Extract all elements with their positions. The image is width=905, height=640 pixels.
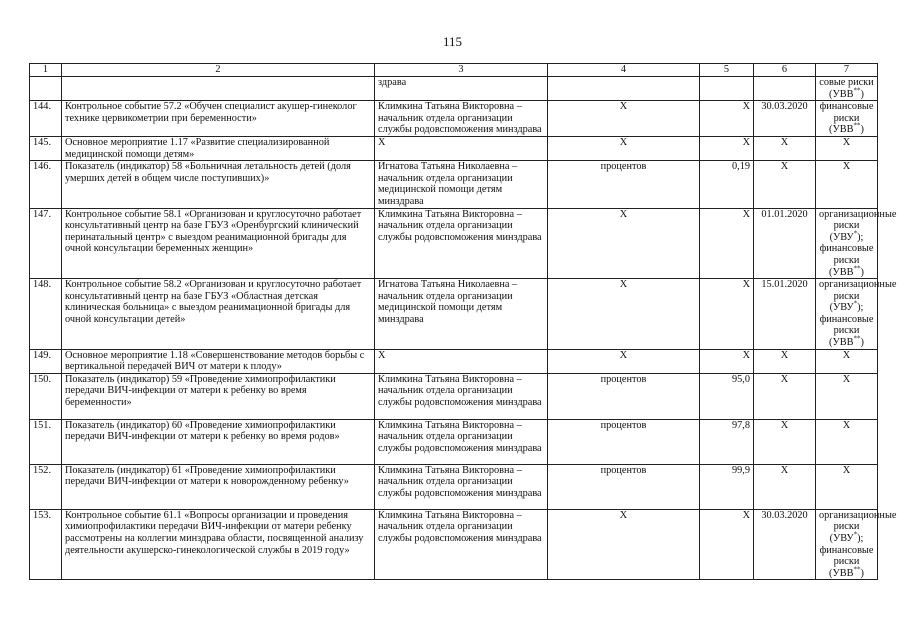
table-row xyxy=(30,464,878,509)
continuation-row xyxy=(30,77,878,101)
row-unit: Х xyxy=(548,208,700,279)
row-value: 99,9 xyxy=(700,464,754,509)
row-responsible: Климкина Татьяна Викторовна – начальник отдела организации службы родовспоможения минздрава xyxy=(375,464,548,509)
row-date: 30.03.2020 xyxy=(754,509,816,580)
row-name: Основное мероприятие 1.17 «Развитие специализированной медицинской помощи детям» xyxy=(62,136,375,160)
row-name: Показатель (индикатор) 58 «Больничная летальность детей (доля умерших детей в общем числе поступивших)» xyxy=(62,161,375,208)
row-risk: Х xyxy=(816,419,878,464)
column-header-3: 3 xyxy=(375,64,548,77)
continuation-risk: совые риски (УВВ**) xyxy=(816,77,878,101)
row-responsible: Х xyxy=(375,136,548,160)
row-risk: организационные риски (УВУ*); финансовые риски (УВВ**) xyxy=(816,509,878,580)
row-value: Х xyxy=(700,279,754,350)
row-number: 152. xyxy=(30,464,62,509)
row-name: Контрольное событие 61.1 «Вопросы организации и проведения химиопрофилактики передачи ВИЧ-инфекции от матери ребенку рассмотрены на коллегии минздрава области, посвященной анализу деятельности акушерско-гинекологической службы в 2019 году» xyxy=(62,509,375,580)
row-name: Контрольное событие 57.2 «Обучен специалист акушер-гинеколог технике цервикометрии при беременности» xyxy=(62,101,375,137)
plan-table xyxy=(29,63,897,580)
row-value: Х xyxy=(700,101,754,137)
row-value: Х xyxy=(700,136,754,160)
row-name: Показатель (индикатор) 59 «Проведение химиопрофилактики передачи ВИЧ-инфекции от матери к ребенку во время беременности» xyxy=(62,373,375,419)
row-name: Контрольное событие 58.1 «Организован и круглосуточно работает консультативный центр на базе ГБУЗ «Оренбургский клинический перинатальный центр» с выездом реанимационной бригады для очной консультации беременных женщин» xyxy=(62,208,375,279)
row-date: Х xyxy=(754,161,816,208)
row-number: 153. xyxy=(30,509,62,580)
row-responsible: Игнатова Татьяна Николаевна – начальник отдела организации медицинской помощи детям минздрава xyxy=(375,279,548,350)
table-row xyxy=(30,136,878,160)
row-value: 0,19 xyxy=(700,161,754,208)
column-header-1: 1 xyxy=(30,64,62,77)
row-date: Х xyxy=(754,136,816,160)
row-date: 01.01.2020 xyxy=(754,208,816,279)
row-responsible: Климкина Татьяна Викторовна – начальник отдела организации службы родовспоможения минздрава xyxy=(375,419,548,464)
row-risk: Х xyxy=(816,161,878,208)
row-value: Х xyxy=(700,509,754,580)
row-unit: Х xyxy=(548,101,700,137)
row-date: Х xyxy=(754,373,816,419)
table-row xyxy=(30,208,878,279)
row-unit: Х xyxy=(548,136,700,160)
row-unit: процентов xyxy=(548,464,700,509)
row-responsible: Климкина Татьяна Викторовна – начальник отдела организации службы родовспоможения минздрава xyxy=(375,509,548,580)
row-unit: Х xyxy=(548,279,700,350)
row-date: Х xyxy=(754,419,816,464)
table-row xyxy=(30,419,878,464)
row-responsible: Климкина Татьяна Викторовна – начальник отдела организации службы родовспоможения минздрава xyxy=(375,208,548,279)
row-date: Х xyxy=(754,349,816,373)
column-header-5: 5 xyxy=(700,64,754,77)
row-date: 15.01.2020 xyxy=(754,279,816,350)
column-header-6: 6 xyxy=(754,64,816,77)
row-unit: Х xyxy=(548,349,700,373)
row-risk: организационные риски (УВУ*); финансовые риски (УВВ**) xyxy=(816,279,878,350)
row-responsible: Климкина Татьяна Викторовна – начальник отдела организации службы родовспоможения минздрава xyxy=(375,101,548,137)
row-name: Показатель (индикатор) 60 «Проведение химиопрофилактики передачи ВИЧ-инфекции от матери к ребенку во время родов» xyxy=(62,419,375,464)
row-name: Основное мероприятие 1.18 «Совершенствование методов борьбы с вертикальной передачей ВИЧ от матери к плоду» xyxy=(62,349,375,373)
column-header-4: 4 xyxy=(548,64,700,77)
row-date: 30.03.2020 xyxy=(754,101,816,137)
row-risk: Х xyxy=(816,136,878,160)
row-number: 148. xyxy=(30,279,62,350)
row-number: 144. xyxy=(30,101,62,137)
row-name: Контрольное событие 58.2 «Организован и круглосуточно работает консультативный центр на базе ГБУЗ «Областная детская клиническая больница» с выездом реанимационной бригады для очной консультации детей» xyxy=(62,279,375,350)
row-risk: финансовые риски (УВВ**) xyxy=(816,101,878,137)
table-row xyxy=(30,509,878,580)
column-header-7: 7 xyxy=(816,64,878,77)
row-value: Х xyxy=(700,349,754,373)
row-responsible: Х xyxy=(375,349,548,373)
table-row xyxy=(30,101,878,137)
row-unit: процентов xyxy=(548,161,700,208)
row-name: Показатель (индикатор) 61 «Проведение химиопрофилактики передачи ВИЧ-инфекции от матери к новорожденному ребенку» xyxy=(62,464,375,509)
row-unit: Х xyxy=(548,509,700,580)
row-risk: Х xyxy=(816,373,878,419)
row-number: 151. xyxy=(30,419,62,464)
row-value: 95,0 xyxy=(700,373,754,419)
table-row xyxy=(30,349,878,373)
row-value: 97,8 xyxy=(700,419,754,464)
continuation-responsible: здрава xyxy=(375,77,548,101)
row-number: 147. xyxy=(30,208,62,279)
row-value: Х xyxy=(700,208,754,279)
header-row xyxy=(30,64,878,77)
row-risk: организационные риски (УВУ*); финансовые риски (УВВ**) xyxy=(816,208,878,279)
row-risk: Х xyxy=(816,349,878,373)
row-number: 145. xyxy=(30,136,62,160)
row-unit: процентов xyxy=(548,419,700,464)
row-number: 146. xyxy=(30,161,62,208)
row-responsible: Климкина Татьяна Викторовна – начальник отдела организации службы родовспоможения минздрава xyxy=(375,373,548,419)
row-number: 149. xyxy=(30,349,62,373)
column-header-2: 2 xyxy=(62,64,375,77)
table-row xyxy=(30,373,878,419)
table-row xyxy=(30,161,878,208)
row-date: Х xyxy=(754,464,816,509)
row-number: 150. xyxy=(30,373,62,419)
row-unit: процентов xyxy=(548,373,700,419)
row-responsible: Игнатова Татьяна Николаевна – начальник отдела организации медицинской помощи детям минздрава xyxy=(375,161,548,208)
row-risk: Х xyxy=(816,464,878,509)
page-number: 115 xyxy=(442,34,463,49)
table-row xyxy=(30,279,878,350)
